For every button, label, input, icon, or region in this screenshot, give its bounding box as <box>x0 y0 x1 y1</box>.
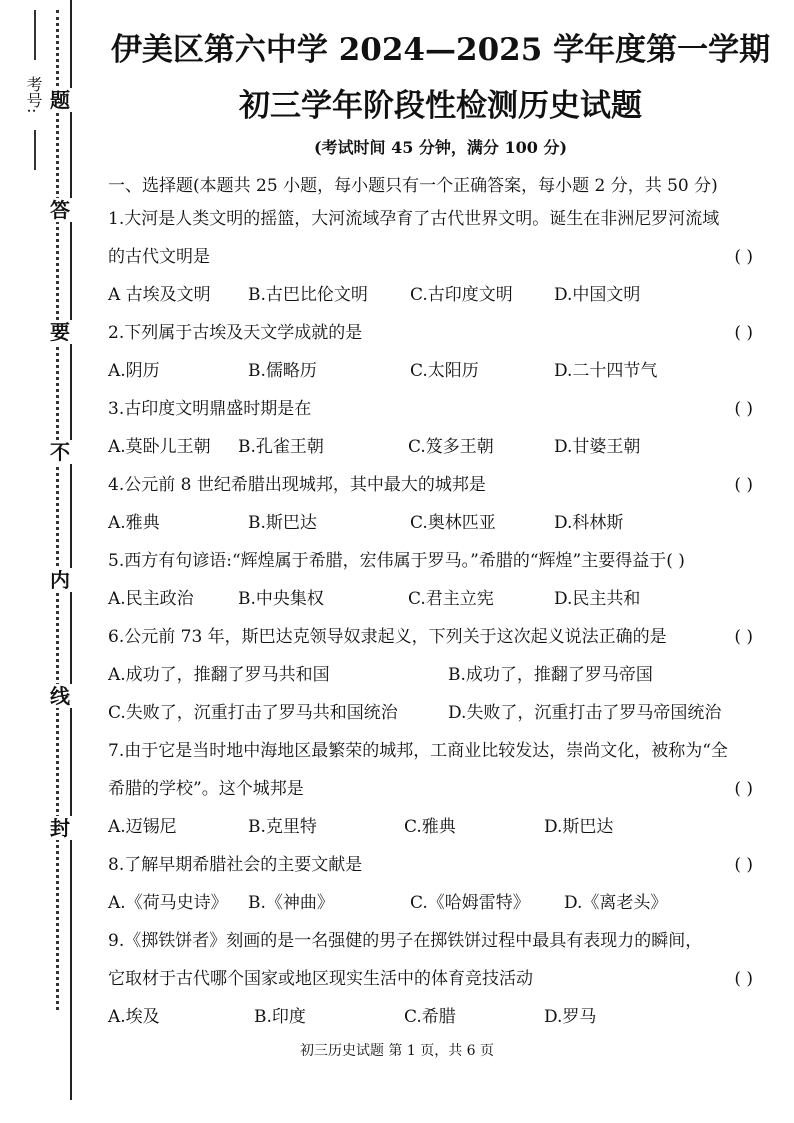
exam-title-line2: 初三学年阶段性检测历史试题 <box>239 88 642 124</box>
question-stem-line2 <box>108 238 773 276</box>
binding-field-line <box>34 130 36 170</box>
question-stem <box>108 846 773 884</box>
answer-paren[interactable]: ( ) <box>734 475 753 495</box>
option-a[interactable]: A.莫卧儿王朝 <box>108 437 211 457</box>
question-stem <box>108 618 773 656</box>
binding-char-da: 答 <box>50 198 70 222</box>
binding-dotted-line <box>56 10 71 1010</box>
answer-paren[interactable]: ( ) <box>734 969 753 989</box>
option-b[interactable]: B.克里特 <box>248 817 317 837</box>
option-c[interactable]: C.君主立宪 <box>408 589 494 609</box>
section-heading: 一、选择题(本题共 25 小题，每小题只有一个正确答案，每小题 2 分，共 50 分) <box>108 176 718 196</box>
question-stem: 5.西方有句谚语:“辉煌属于希腊，宏伟属于罗马。”希腊的“辉煌”主要得益于( ) <box>108 551 685 571</box>
question-stem-text: 希腊的学校”。这个城邦是 <box>108 779 304 799</box>
answer-paren[interactable]: ( ) <box>734 399 753 419</box>
option-b[interactable]: B.古巴比伦文明 <box>248 285 368 305</box>
binding-char-yao: 要 <box>50 320 70 344</box>
option-c[interactable]: C.《哈姆雷特》 <box>410 893 530 913</box>
option-d[interactable]: D.中国文明 <box>554 285 641 305</box>
question-3 <box>108 390 773 466</box>
binding-char-bu: 不 <box>50 440 70 464</box>
option-b[interactable]: B.中央集权 <box>238 589 324 609</box>
option-d[interactable]: D.民主共和 <box>554 589 641 609</box>
binding-field-line <box>34 10 36 60</box>
exam-subtitle: (考试时间 45 分钟，满分 100 分) <box>313 138 568 157</box>
options-row <box>108 504 773 542</box>
question-stem-line2 <box>108 960 773 998</box>
options-row <box>108 998 773 1036</box>
exam-title-line1: 伊美区第六中学 2024—2025 学年度第一学期 <box>110 32 771 68</box>
question-stem <box>108 390 773 428</box>
option-a[interactable]: A.《荷马史诗》 <box>108 893 228 913</box>
question-7 <box>108 732 773 846</box>
option-a[interactable]: A.阴历 <box>108 361 160 381</box>
question-stem-text: 它取材于古代哪个国家或地区现实生活中的体育竞技活动 <box>108 969 533 989</box>
options-row <box>108 276 773 314</box>
option-b[interactable]: B.儒略历 <box>248 361 317 381</box>
option-a[interactable]: A.成功了，推翻了罗马共和国 <box>108 665 330 685</box>
option-d[interactable]: D.《离老头》 <box>564 893 668 913</box>
option-d[interactable]: D.罗马 <box>544 1007 597 1027</box>
option-a[interactable]: A.雅典 <box>108 513 160 533</box>
options-row <box>108 352 773 390</box>
binding-margin <box>0 0 78 1123</box>
option-b[interactable]: B.《神曲》 <box>248 893 334 913</box>
answer-paren[interactable]: ( ) <box>734 323 753 343</box>
question-stem: 9.《掷铁饼者》刻画的是一名强健的男子在掷铁饼过程中最具有表现力的瞬间， <box>108 931 703 951</box>
option-b[interactable]: B.印度 <box>254 1007 306 1027</box>
question-4 <box>108 466 773 542</box>
question-stem-text: 8.了解早期希腊社会的主要文献是 <box>108 855 363 875</box>
question-2 <box>108 314 773 390</box>
option-d[interactable]: D.科林斯 <box>554 513 624 533</box>
option-b[interactable]: B.成功了，推翻了罗马帝国 <box>448 665 653 685</box>
answer-paren[interactable]: ( ) <box>734 247 753 267</box>
option-c[interactable]: C.太阳历 <box>410 361 479 381</box>
option-c[interactable]: C.希腊 <box>404 1007 456 1027</box>
option-d[interactable]: D.失败了，沉重打击了罗马帝国统治 <box>448 703 722 723</box>
option-c[interactable]: C.奥林匹亚 <box>410 513 496 533</box>
binding-char-nei: 内 <box>50 568 70 592</box>
option-c[interactable]: C.雅典 <box>404 817 456 837</box>
option-c[interactable]: C.失败了，沉重打击了罗马共和国统治 <box>108 703 398 723</box>
option-c[interactable]: C.古印度文明 <box>410 285 513 305</box>
binding-char-feng: 封 <box>50 816 70 840</box>
options-row <box>108 580 773 618</box>
option-a[interactable]: A.埃及 <box>108 1007 160 1027</box>
option-d[interactable]: D.二十四节气 <box>554 361 658 381</box>
question-5 <box>108 542 773 618</box>
option-d[interactable]: D.甘婆王朝 <box>554 437 641 457</box>
question-6 <box>108 618 773 732</box>
question-1 <box>108 200 773 314</box>
exam-number-label: 考号: <box>24 76 43 114</box>
binding-char-ti: 题 <box>50 88 70 112</box>
question-stem <box>108 314 773 352</box>
question-9 <box>108 922 773 1036</box>
question-stem: 7.由于它是当时地中海地区最繁荣的城邦，工商业比较发达，崇尚文化，被称为“全 <box>108 741 728 761</box>
question-stem <box>108 466 773 504</box>
question-stem-text: 4.公元前 8 世纪希腊出现城邦，其中最大的城邦是 <box>108 475 486 495</box>
option-c[interactable]: C.笈多王朝 <box>408 437 494 457</box>
question-stem-text: 3.古印度文明鼎盛时期是在 <box>108 399 312 419</box>
question-8 <box>108 846 773 922</box>
option-d[interactable]: D.斯巴达 <box>544 817 614 837</box>
option-b[interactable]: B.孔雀王朝 <box>238 437 324 457</box>
option-b[interactable]: B.斯巴达 <box>248 513 317 533</box>
binding-solid-line <box>70 0 72 1100</box>
option-a[interactable]: A.迈锡尼 <box>108 817 177 837</box>
options-row <box>108 656 773 694</box>
options-row <box>108 428 773 466</box>
options-row <box>108 694 773 732</box>
exam-page <box>108 28 773 1036</box>
answer-paren[interactable]: ( ) <box>734 627 753 647</box>
option-a[interactable]: A 古埃及文明 <box>108 285 211 305</box>
page-footer: 初三历史试题 第 1 页，共 6 页 <box>299 1043 495 1059</box>
question-stem-line2 <box>108 770 773 808</box>
question-stem-text: 的古代文明是 <box>108 247 210 267</box>
answer-paren[interactable]: ( ) <box>734 779 753 799</box>
options-row <box>108 808 773 846</box>
option-a[interactable]: A.民主政治 <box>108 589 194 609</box>
binding-char-xian: 线 <box>50 684 70 708</box>
question-stem-text: 2.下列属于古埃及天文学成就的是 <box>108 323 363 343</box>
question-stem-text: 6.公元前 73 年，斯巴达克领导奴隶起义，下列关于这次起义说法正确的是 <box>108 627 667 647</box>
answer-paren[interactable]: ( ) <box>734 855 753 875</box>
options-row <box>108 884 773 922</box>
question-stem: 1.大河是人类文明的摇篮，大河流域孕育了古代世界文明。诞生在非洲尼罗河流域 <box>108 209 720 229</box>
